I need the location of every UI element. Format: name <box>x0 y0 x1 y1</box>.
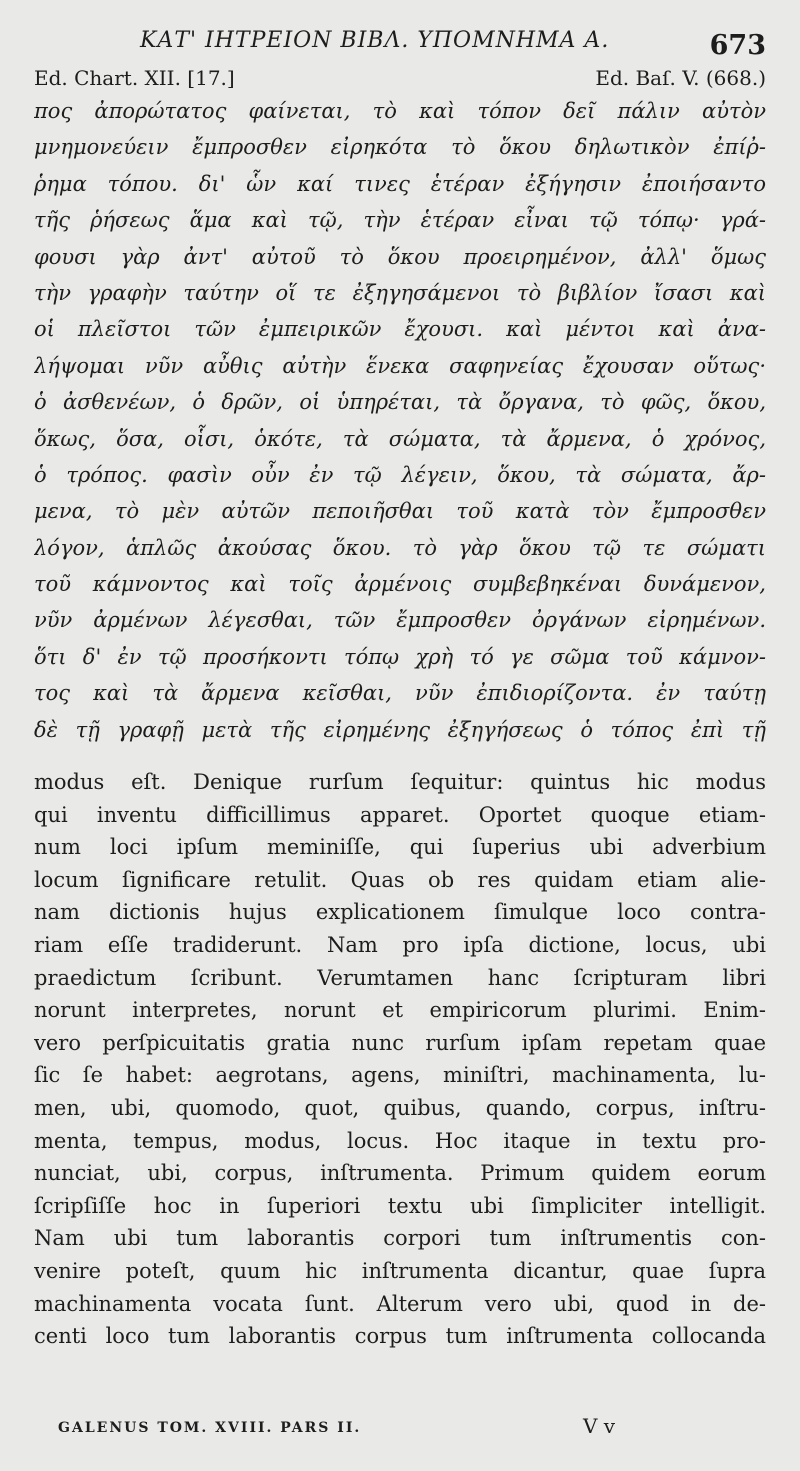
latin-text-line: centi loco tum laborantis corpus tum inſtrumenta collocanda <box>34 1324 766 1349</box>
greek-text-line: λήψομαι νῦν αὖθις αὐτὴν ἕνεκα σαφηνείας ἔχουσαν οὕτως· <box>34 353 766 378</box>
greek-text-line: ὁ τρόπος. φασὶν οὖν ἐν τῷ λέγειν, ὅκου, τὰ σώματα, ἄρ- <box>34 462 766 487</box>
edition-reference-chartier: Ed. Chart. XII. [17.] <box>34 66 235 90</box>
latin-text-line: nam dictionis hujus explicationem ſimulque loco contra- <box>34 900 766 925</box>
latin-text-line: men, ubi, quomodo, quot, quibus, quando, corpus, inſtru- <box>34 1095 766 1120</box>
greek-text-line: ὅκως, ὅσα, οἷσι, ὁκότε, τὰ σώματα, τὰ ἄρμενα, ὁ χρόνος, <box>34 426 766 451</box>
running-head: ΚΑΤ' ΙΗΤΡΕΙΟΝ ΒΙΒΛ. ΥΠΟΜΝΗΜΑ Α. <box>140 28 610 53</box>
latin-text-line: locum ſignificare retulit. Quas ob res quidam etiam alie- <box>34 867 766 892</box>
latin-text-line: machinamenta vocata ſunt. Alterum vero ubi, quod in de- <box>34 1291 766 1316</box>
page-number: 673 <box>709 30 766 61</box>
greek-text-line: νῦν ἀρμένων λέγεσθαι, τῶν ἔμπροσθεν ὀργάνων εἰρημένων. <box>34 608 766 633</box>
edition-reference-basel: Ed. Baſ. V. (668.) <box>595 66 766 90</box>
greek-text-line: τὴν γραφὴν ταύτην οἵ τε ἐξηγησάμενοι τὸ βιβλίον ἴσασι καὶ <box>34 280 766 305</box>
greek-text-line: πος ἀπορώτατος φαίνεται, τὸ καὶ τόπον δεῖ πάλιν αὐτὸν <box>34 99 766 123</box>
latin-text-line: norunt interpretes, norunt et empiricorum plurimi. Enim- <box>34 998 766 1023</box>
latin-text-block <box>34 766 766 1353</box>
greek-text-line: μενα, τὸ μὲν αὐτῶν πεποιῆσθαι τοῦ κατὰ τὸν ἔμπροσθεν <box>34 499 766 524</box>
greek-text-line: μνημονεύειν ἔμπροσθεν εἰρηκότα τὸ ὅκου δηλωτικὸν ἐπίῤ- <box>34 135 766 160</box>
latin-text-line: vero perſpicuitatis gratia nunc rurſum ipſam repetam quae <box>34 1030 766 1055</box>
greek-text-block <box>34 93 766 748</box>
greek-text-line: φουσι γὰρ ἀντ' αὐτοῦ τὸ ὅκου προειρημένον, ἀλλ' ὅμως <box>34 244 766 269</box>
latin-text-line: modus eſt. Denique rurſum ſequitur: quintus hic modus <box>34 770 766 794</box>
latin-text-line: venire poteſt, quum hic inſtrumenta dicantur, quae ſupra <box>34 1258 766 1283</box>
greek-text-line: ὅτι δ' ἐν τῷ προσήκοντι τόπῳ χρὴ τό γε σῶμα τοῦ κάμνον- <box>34 644 766 669</box>
greek-text-line: ὁ ἀσθενέων, ὁ δρῶν, οἱ ὑπηρέται, τὰ ὄργανα, τὸ φῶς, ὅκου, <box>34 390 766 415</box>
latin-text-line: ſic ſe habet: aegrotans, agens, miniſtri, machinamenta, lu- <box>34 1063 766 1088</box>
greek-text-line: τος καὶ τὰ ἄρμενα κεῖσθαι, νῦν ἐπιδιορίζοντα. ἐν ταύτῃ <box>34 681 766 706</box>
greek-text-line: δὲ τῇ γραφῇ μετὰ τῆς εἰρημένης ἐξηγήσεως ὁ τόπος ἐπὶ τῇ <box>34 717 766 742</box>
latin-text-line: qui inventu difficillimus apparet. Oportet quoque etiam- <box>34 802 766 827</box>
greek-text-line: οἱ πλεῖστοι τῶν ἐμπειρικῶν ἔχουσι. καὶ μέντοι καὶ ἀνα- <box>34 317 766 342</box>
latin-text-line: ſcripſiſſe hoc in ſuperiori textu ubi ſimpliciter intelligit. <box>34 1193 766 1218</box>
greek-text-line: τῆς ῥήσεως ἅμα καὶ τῷ, τὴν ἑτέραν εἶναι τῷ τόπῳ· γρά- <box>34 208 766 233</box>
latin-text-line: menta, tempus, modus, locus. Hoc itaque in textu pro- <box>34 1128 766 1153</box>
latin-text-line: praedictum ſcribunt. Verumtamen hanc ſcripturam libri <box>34 965 766 990</box>
signature-line: GALENUS TOM. XVIII. PARS II. <box>58 1420 362 1436</box>
latin-text-line: nunciat, ubi, corpus, inſtrumenta. Primum quidem eorum <box>34 1161 766 1186</box>
greek-text-line: λόγον, ἁπλῶς ἀκούσας ὅκου. τὸ γὰρ ὅκου τῷ τε σώματι <box>34 535 766 560</box>
latin-text-line: num loci ipſum meminiſſe, qui ſuperius ubi adverbium <box>34 835 766 860</box>
latin-text-line: Nam ubi tum laborantis corpori tum inſtrumentis con- <box>34 1226 766 1251</box>
latin-text-line: riam eſſe tradiderunt. Nam pro ipſa dictione, locus, ubi <box>34 932 766 957</box>
signature-mark: V v <box>583 1414 616 1438</box>
greek-text-line: τοῦ κάμνοντος καὶ τοῖς ἀρμένοις συμβεβηκέναι δυνάμενον, <box>34 572 766 597</box>
greek-text-line: ῥημα τόπου. δι' ὧν καί τινες ἑτέραν ἐξήγησιν ἐποιήσαντο <box>34 171 766 196</box>
